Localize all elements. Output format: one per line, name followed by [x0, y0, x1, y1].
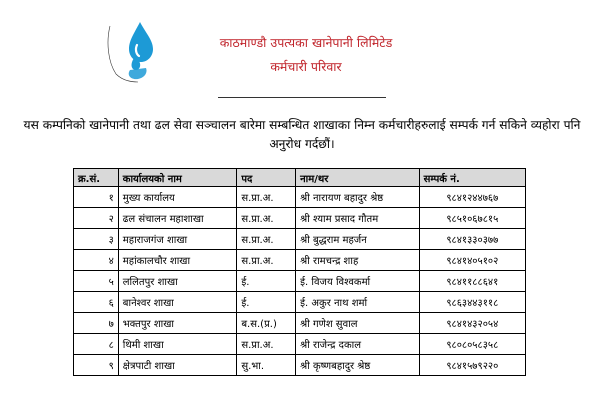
- cell-name: श्री राजेन्द्र दकाल: [296, 334, 420, 355]
- cell-name: ई. अकुर नाथ शर्मा: [296, 292, 420, 313]
- cell-post: स.प्रा.अ.: [237, 187, 296, 208]
- organization-subtitle: कर्मचारी परिवार: [270, 59, 342, 74]
- cell-name: श्री रामचन्द्र शाह: [296, 250, 420, 271]
- cell-sn: ८: [74, 334, 119, 355]
- header-sn: क्र.सं.: [74, 169, 119, 187]
- cell-office: थिमी शाखा: [118, 334, 237, 355]
- cell-post: स.प्रा.अ.: [237, 208, 296, 229]
- cell-post: सु.भा.: [237, 355, 296, 376]
- cell-sn: ४: [74, 250, 119, 271]
- header-post: पद: [237, 169, 296, 187]
- header-office: कार्यालयको नाम: [118, 169, 237, 187]
- cell-office: महांकालचौर शाखा: [118, 250, 237, 271]
- cell-name: श्री श्याम प्रसाद गौतम: [296, 208, 420, 229]
- table-row: [74, 334, 526, 355]
- cell-name: ई. विजय विश्वकर्मा: [296, 271, 420, 292]
- cell-post: स.प्रा.अ.: [237, 334, 296, 355]
- cell-post: स.प्रा.अ.: [237, 229, 296, 250]
- cell-phone: ९८०८०५८३५८: [419, 334, 525, 355]
- cell-office: क्षेत्रपाटी शाखा: [118, 355, 237, 376]
- cell-sn: ७: [74, 313, 119, 334]
- table-row: [74, 208, 526, 229]
- table-row: [74, 313, 526, 334]
- cell-phone: ९८४११८८६४१: [419, 271, 525, 292]
- table-row: [74, 292, 526, 313]
- header-divider: [218, 97, 386, 98]
- cell-name: श्री गणेश सुवाल: [296, 313, 420, 334]
- cell-office: ललितपुर शाखा: [118, 271, 237, 292]
- letterhead: [0, 0, 600, 110]
- cell-sn: ३: [74, 229, 119, 250]
- cell-phone: ९८४१२४४७६७: [419, 187, 525, 208]
- cell-phone: ९८४१५७९२२०: [419, 355, 525, 376]
- contact-table: [73, 168, 526, 376]
- cell-office: मुख्य कार्यालय: [118, 187, 237, 208]
- cell-phone: ९८६३४४३११८: [419, 292, 525, 313]
- cell-sn: ९: [74, 355, 119, 376]
- intro-paragraph: यस कम्पनिको खानेपानी तथा ढल सेवा सञ्चालन बारेमा सम्बन्धित शाखाका निम्न कर्मचारीहरुलाई सम्पर्क गर्न सकिने व्यहोरा पनि अनुरोध गर्दछौं।: [23, 118, 581, 151]
- cell-phone: ९८४१४०५१०२: [419, 250, 525, 271]
- cell-name: श्री कृष्णबहादुर श्रेष्ठ: [296, 355, 420, 376]
- cell-office: बानेश्वर शाखा: [118, 292, 237, 313]
- table-row: [74, 229, 526, 250]
- organization-name: काठमाण्डौ उपत्यका खानेपानी लिमिटेड: [219, 35, 393, 50]
- table-row: [74, 271, 526, 292]
- cell-sn: २: [74, 208, 119, 229]
- cell-sn: ५: [74, 271, 119, 292]
- cell-office: ढल संचालन महाशाखा: [118, 208, 237, 229]
- table-row: [74, 187, 526, 208]
- cell-office: महाराजगंज शाखा: [118, 229, 237, 250]
- cell-sn: १: [74, 187, 119, 208]
- cell-name: श्री नारायण बहादुर श्रेष्ठ: [296, 187, 420, 208]
- header-phone: सम्पर्क नं.: [419, 169, 525, 187]
- cell-office: भक्तपुर शाखा: [118, 313, 237, 334]
- water-drop-logo-icon: [104, 18, 168, 84]
- cell-phone: ९८४१४३२०५४: [419, 313, 525, 334]
- header-name: नाम/थर: [296, 169, 420, 187]
- table-row: [74, 250, 526, 271]
- cell-post: ब.स.(प्र.): [237, 313, 296, 334]
- cell-name: श्री बुद्धराम महर्जन: [296, 229, 420, 250]
- cell-phone: ९८५१०६७८१५: [419, 208, 525, 229]
- table-row: [74, 355, 526, 376]
- cell-post: स.प्रा.अ.: [237, 250, 296, 271]
- cell-post: ई.: [237, 292, 296, 313]
- cell-phone: ९८४१३३०३७७: [419, 229, 525, 250]
- cell-post: ई.: [237, 271, 296, 292]
- table-header-row: [74, 169, 526, 187]
- cell-sn: ६: [74, 292, 119, 313]
